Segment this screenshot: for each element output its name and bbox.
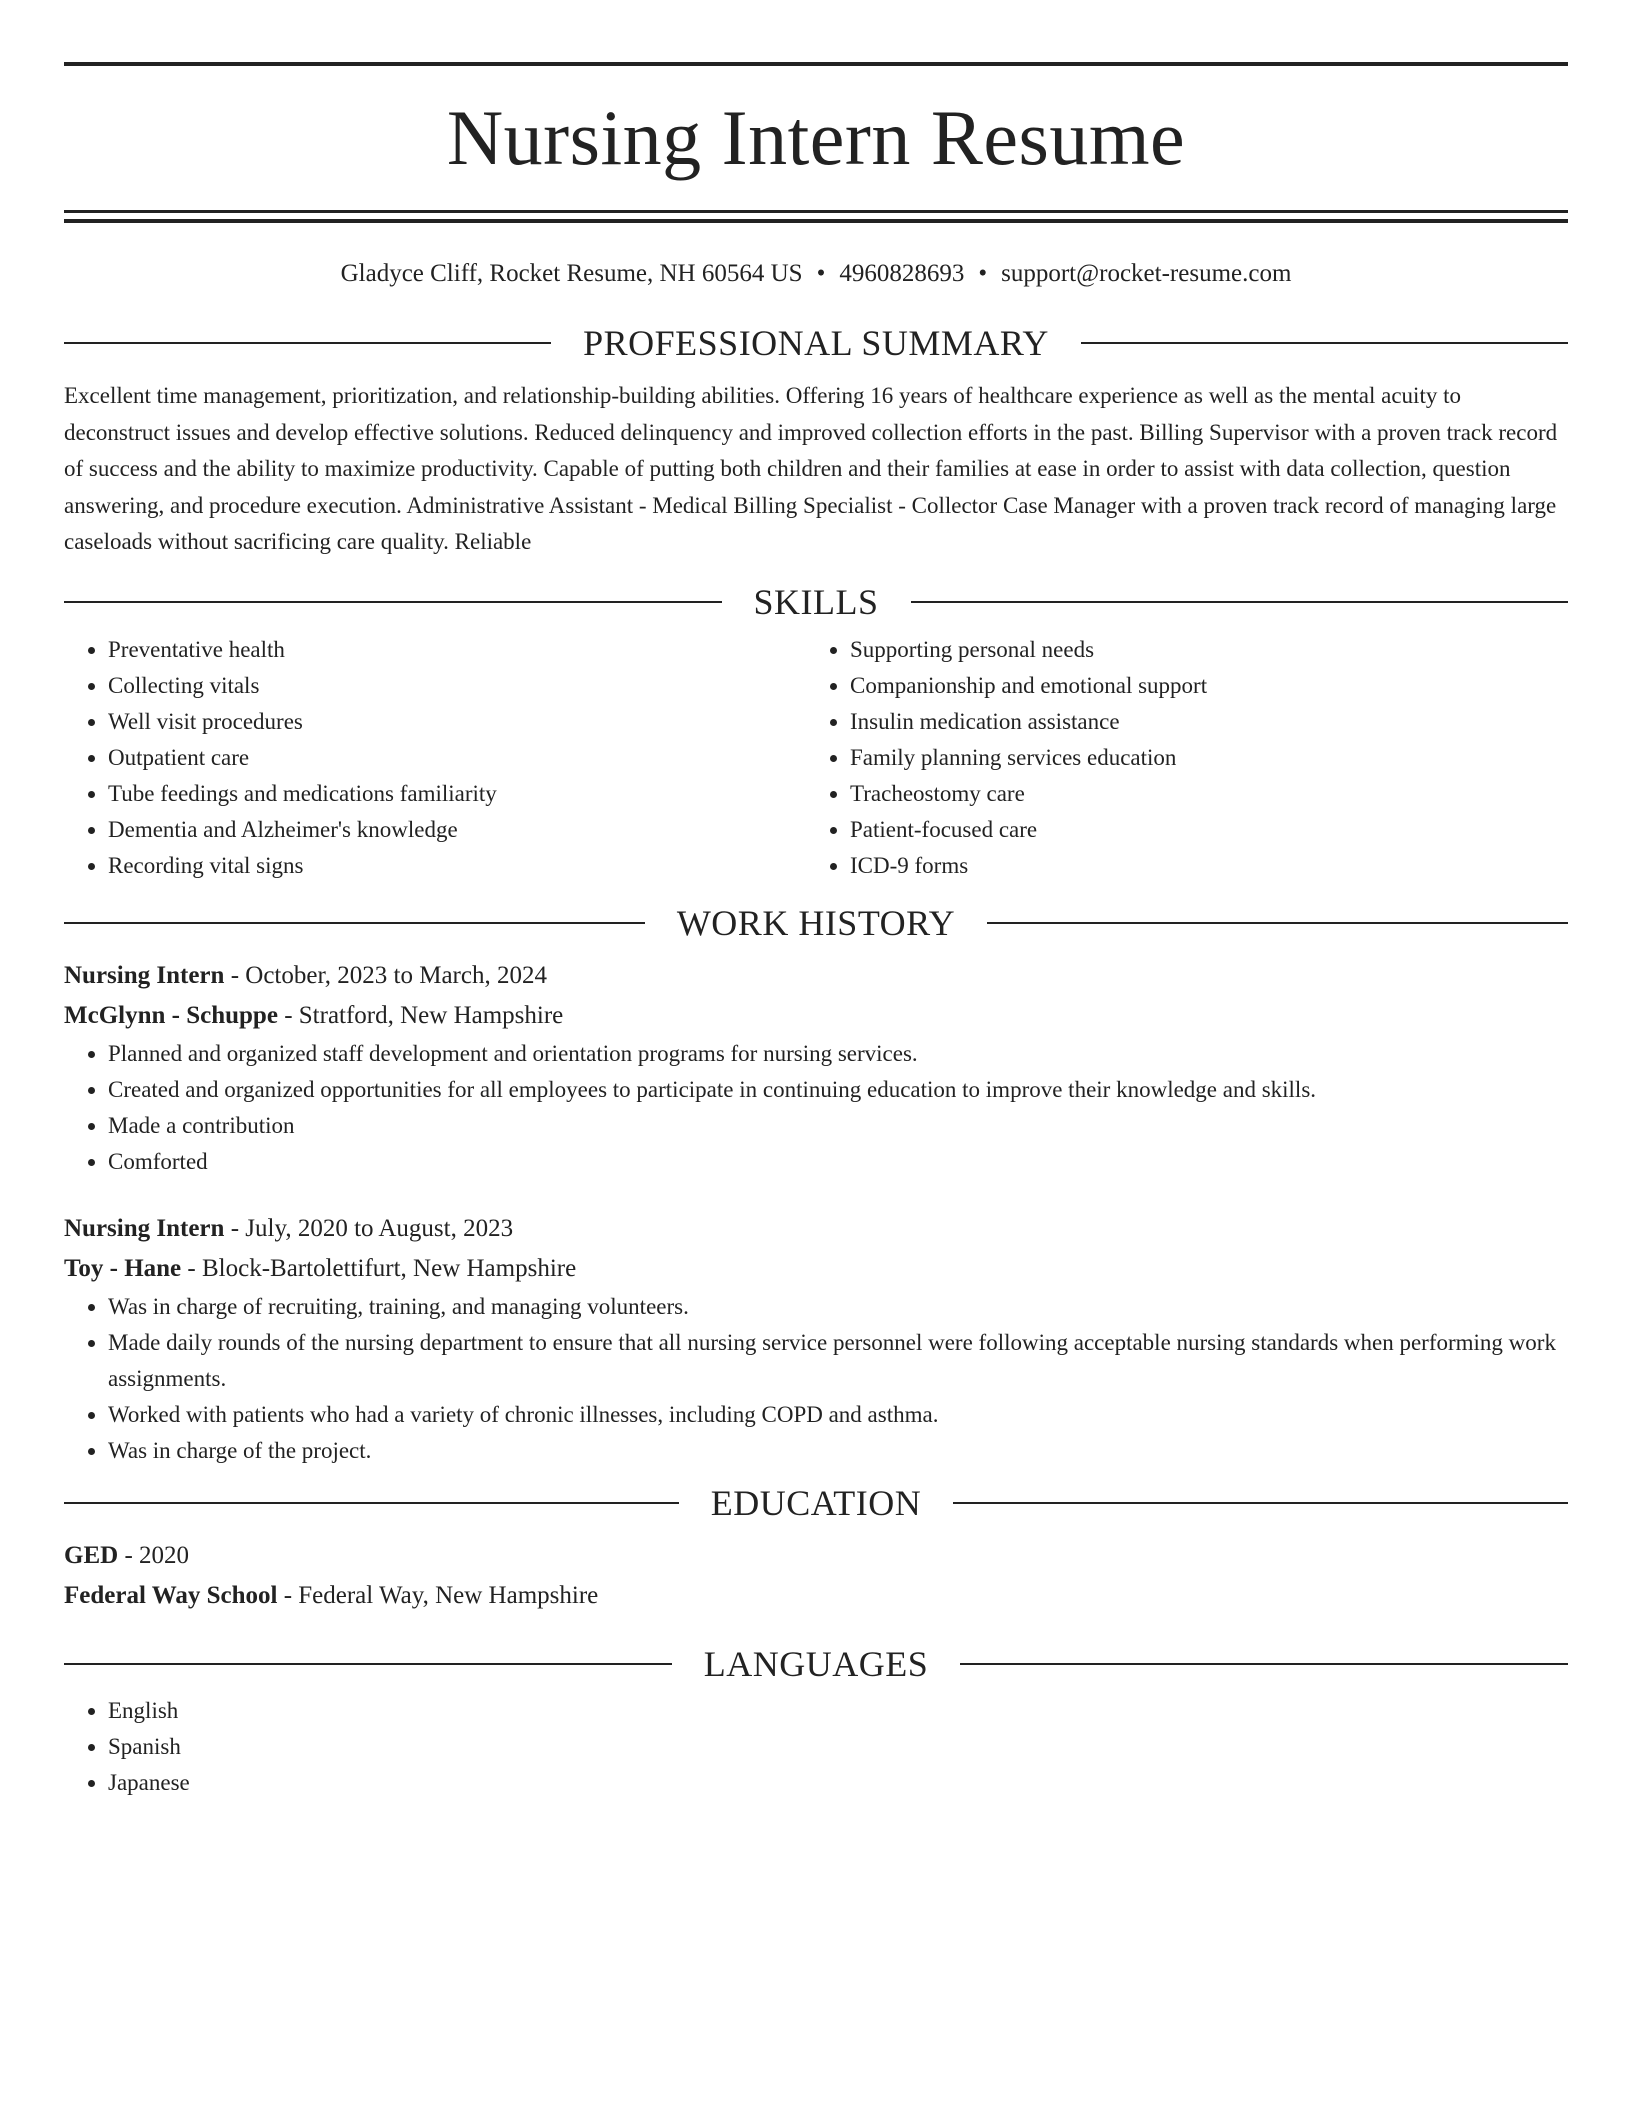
contact-separator: •	[816, 260, 826, 287]
skills-section-header	[64, 582, 1568, 622]
section-rule-left	[64, 922, 645, 924]
contact-phone: 4960828693	[839, 260, 965, 287]
skill-item: • Companionship and emotional support	[850, 668, 1548, 704]
job-entry	[64, 956, 1568, 1180]
job-duties-list	[64, 1036, 1568, 1180]
title-double-rule	[64, 210, 1568, 223]
job-company-line	[64, 1249, 1568, 1289]
resume-title: Nursing Intern Resume	[446, 94, 1186, 181]
skill-item: • Collecting vitals	[108, 668, 806, 704]
contact-line	[64, 259, 1568, 289]
skill-item: • Dementia and Alzheimer's knowledge	[108, 812, 806, 848]
skill-item: • Well visit procedures	[108, 704, 806, 740]
job-title: Nursing Intern	[64, 1214, 225, 1242]
job-entry	[64, 1209, 1568, 1469]
skill-item: • Supporting personal needs	[850, 632, 1548, 668]
contact-separator: •	[978, 260, 988, 287]
section-rule-right	[960, 1663, 1568, 1665]
skill-item: • Insulin medication assistance	[850, 704, 1548, 740]
skill-item: • Preventative health	[108, 632, 806, 668]
contact-address: Gladyce Cliff, Rocket Resume, NH 60564 US	[340, 260, 803, 287]
skill-item: • Family planning services education	[850, 740, 1548, 776]
language-item: • Japanese	[108, 1765, 1568, 1801]
job-duties-list	[64, 1289, 1568, 1469]
job-duty: • Was in charge of recruiting, training, and managing volunteers.	[108, 1289, 1568, 1325]
education-year: - 2020	[124, 1541, 190, 1569]
work-section-header	[64, 903, 1568, 943]
job-company: McGlynn - Schuppe	[64, 1001, 278, 1029]
skill-item: • Recording vital signs	[108, 848, 806, 884]
section-rule-left	[64, 1502, 679, 1504]
skill-item: • Outpatient care	[108, 740, 806, 776]
skills-column-left	[64, 632, 806, 884]
resume-content	[64, 0, 1568, 1801]
job-duty: • Worked with patients who had a variety of chronic illnesses, including COPD and asthma.	[108, 1397, 1568, 1433]
job-company-line	[64, 996, 1568, 1036]
languages-heading: LANGUAGES	[703, 1643, 929, 1684]
languages-section-header	[64, 1644, 1568, 1684]
skill-item: • ICD-9 forms	[850, 848, 1548, 884]
section-rule-left	[64, 342, 551, 344]
job-dates: - July, 2020 to August, 2023	[230, 1214, 514, 1242]
job-company: Toy - Hane	[64, 1254, 182, 1282]
skill-item: • Tracheostomy care	[850, 776, 1548, 812]
summary-text: Excellent time management, prioritization, and relationship-building abilities. Offering 16 years of healthcare experience as well as the mental acuity to deconstruct issues and develop effective solutions. Reduced delinquency and improved collection efforts in the past. Billing Supervisor with a proven track record of success and the ability to maximize productivity. Capable of putting both children and their families at ease in order to assist with data collection, question answering, and procedure execution. Administrative Assistant - Medical Billing Specialist - Collector Case Manager with a proven track record of managing large caseloads without sacrificing care quality. Reliable	[64, 383, 1558, 554]
job-duty: • Comforted	[108, 1144, 1568, 1180]
job-duty: • Planned and organized staff development and orientation programs for nursing services.	[108, 1036, 1568, 1072]
job-duty: • Created and organized opportunities for all employees to participate in continuing education to improve their knowledge and skills.	[108, 1072, 1568, 1108]
summary-heading: PROFESSIONAL SUMMARY	[583, 323, 1049, 363]
top-rule	[64, 62, 1568, 66]
summary-section-header	[64, 323, 1568, 363]
section-rule-right	[1081, 342, 1568, 344]
section-rule-right	[911, 601, 1569, 603]
education-degree-line	[64, 1536, 1568, 1576]
education-degree: GED	[64, 1541, 119, 1569]
section-rule-left	[64, 1663, 672, 1665]
job-duty: • Made a contribution	[108, 1108, 1568, 1144]
skill-item: • Patient-focused care	[850, 812, 1548, 848]
skills-column-right	[806, 632, 1548, 884]
job-dates: - October, 2023 to March, 2024	[230, 961, 547, 989]
section-rule-left	[64, 601, 722, 603]
job-location: - Stratford, New Hampshire	[284, 1001, 564, 1029]
education-location: - Federal Way, New Hampshire	[283, 1581, 599, 1609]
language-item: • Spanish	[108, 1729, 1568, 1765]
contact-email: support@rocket-resume.com	[1001, 260, 1292, 287]
job-title-line	[64, 956, 1568, 996]
skills-list-left	[64, 632, 806, 884]
languages-list	[64, 1693, 1568, 1801]
double-rule-upper	[64, 210, 1568, 213]
job-title: Nursing Intern	[64, 961, 225, 989]
skills-heading: SKILLS	[753, 581, 879, 622]
job-title-line	[64, 1209, 1568, 1249]
work-heading: WORK HISTORY	[676, 902, 956, 943]
skills-list-right	[806, 632, 1548, 884]
job-duty: • Made daily rounds of the nursing department to ensure that all nursing service personnel were following acceptable nursing standards when performing work assignments.	[108, 1325, 1568, 1397]
language-item: • English	[108, 1693, 1568, 1729]
education-heading: EDUCATION	[710, 1482, 922, 1523]
job-duty: • Was in charge of the project.	[108, 1433, 1568, 1469]
education-entry	[64, 1536, 1568, 1616]
skills-columns	[64, 632, 1568, 884]
skill-item: • Tube feedings and medications familiarity	[108, 776, 806, 812]
section-rule-right	[987, 922, 1568, 924]
education-section-header	[64, 1483, 1568, 1523]
job-location: - Block-Bartolettifurt, New Hampshire	[187, 1254, 577, 1282]
double-rule-lower	[64, 219, 1568, 223]
education-school-line	[64, 1576, 1568, 1616]
section-rule-right	[953, 1502, 1568, 1504]
education-school: Federal Way School	[64, 1581, 278, 1609]
